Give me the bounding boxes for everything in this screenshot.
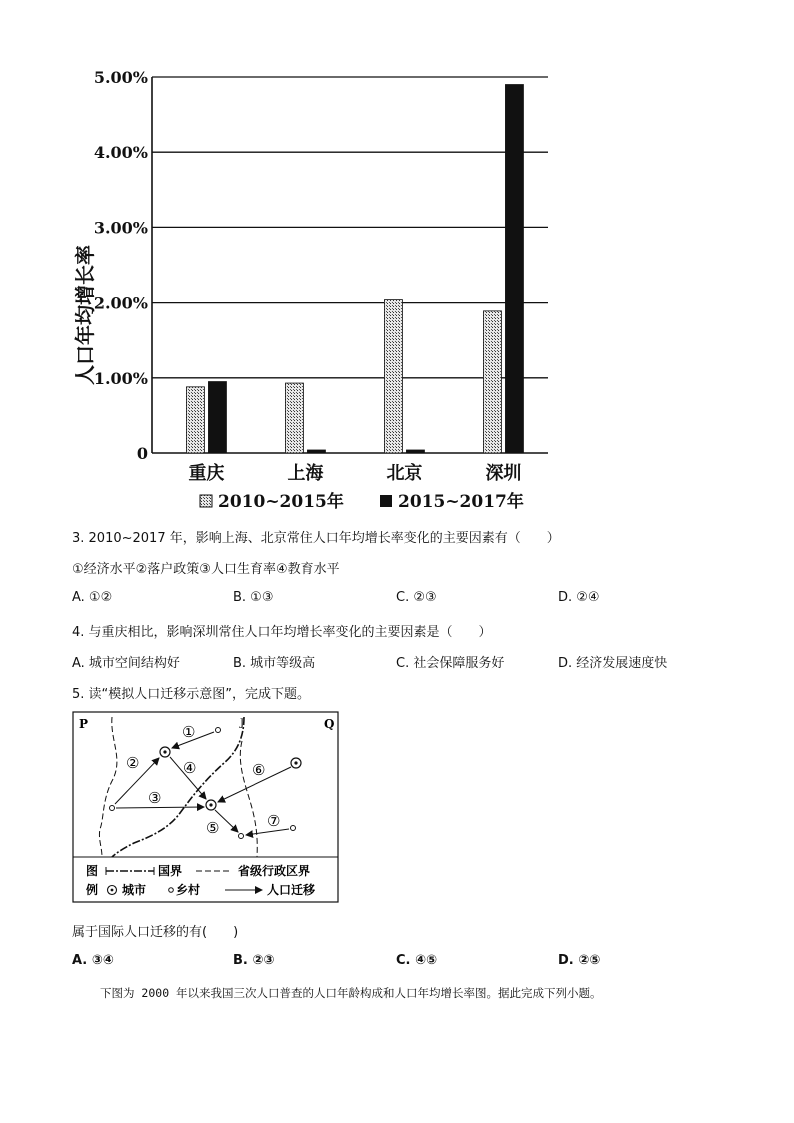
legend-li: 例 bbox=[86, 883, 99, 897]
y-tick-label: 3.00% bbox=[93, 218, 148, 238]
question-5-option-d[interactable]: D. ②⑤ bbox=[558, 953, 601, 968]
x-category-label: 深圳 bbox=[485, 463, 522, 484]
bar-2015-2017-1 bbox=[307, 450, 325, 453]
legend-city-symbol-dot bbox=[111, 889, 114, 892]
village-bottom bbox=[239, 834, 244, 839]
legend-village-label: 乡村 bbox=[176, 883, 201, 897]
question-5-option-b[interactable]: B. ②③ bbox=[233, 953, 275, 968]
x-category-label: 北京 bbox=[386, 463, 423, 484]
question-5-stem: 5. 读“模拟人口迁移示意图”，完成下题。 bbox=[72, 687, 311, 702]
question-5-option-a[interactable]: A. ③④ bbox=[72, 953, 114, 968]
bar-2010-2015-2 bbox=[384, 300, 402, 453]
legend-provincial-border-label: 省级行政区界 bbox=[238, 864, 311, 878]
legend-label-2015-2017: 2015~2017年 bbox=[398, 492, 524, 512]
marker-4: ④ bbox=[183, 759, 197, 777]
question-3-option-d[interactable]: D. ②④ bbox=[558, 590, 600, 605]
legend-city-label: 城市 bbox=[122, 883, 147, 897]
marker-3: ③ bbox=[148, 789, 162, 807]
bar-2010-2015-1 bbox=[285, 383, 303, 453]
x-category-label: 重庆 bbox=[188, 463, 225, 484]
marker-2: ② bbox=[126, 754, 140, 772]
y-tick-label: 5.00% bbox=[93, 68, 148, 87]
y-axis-title: 人口年均增长率 bbox=[73, 245, 97, 385]
y-tick-label: 2.00% bbox=[93, 293, 148, 313]
marker-5: ⑤ bbox=[206, 819, 220, 837]
marker-6: ⑥ bbox=[252, 761, 266, 779]
question-4-option-d[interactable]: D. 经济发展速度快 bbox=[558, 656, 668, 671]
label-j: J bbox=[240, 718, 245, 729]
question-5-option-c[interactable]: C. ④⑤ bbox=[396, 953, 438, 968]
bar-chart bbox=[60, 60, 580, 520]
village-top bbox=[216, 728, 221, 733]
question-3-option-a[interactable]: A. ①② bbox=[72, 590, 113, 605]
legend-swatch-2010-2015 bbox=[200, 495, 212, 507]
y-tick-label: 1.00% bbox=[93, 368, 148, 388]
city-right-dot bbox=[294, 761, 297, 764]
y-tick-label: 4.00% bbox=[93, 143, 148, 163]
marker-7: ⑦ bbox=[267, 812, 281, 830]
corner-label-q: Q bbox=[324, 717, 335, 731]
city-top-dot bbox=[163, 750, 166, 753]
question-3-option-c[interactable]: C. ②③ bbox=[396, 590, 437, 605]
question-4-stem: 4. 与重庆相比，影响深圳常住人口年均增长率变化的主要因素是（ ） bbox=[72, 625, 492, 640]
question-3-option-b[interactable]: B. ①③ bbox=[233, 590, 274, 605]
migration-diagram bbox=[72, 711, 340, 905]
village-left bbox=[110, 806, 115, 811]
marker-1: ① bbox=[182, 723, 196, 741]
bar-2015-2017-2 bbox=[406, 450, 424, 453]
question-3-stem: 3. 2010~2017 年，影响上海、北京常住人口年均增长率变化的主要因素有（ ） bbox=[72, 531, 560, 546]
footer-note: 下图为 2000 年以来我国三次人口普查的人口年龄构成和人口年均增长率图。据此完成下列小题。 bbox=[100, 986, 602, 1000]
question-4-option-c[interactable]: C. 社会保障服务好 bbox=[396, 656, 505, 671]
bar-2015-2017-3 bbox=[505, 85, 523, 453]
question-3-factors: ①经济水平②落户政策③人口生育率④教育水平 bbox=[72, 562, 340, 577]
village-right bbox=[291, 826, 296, 831]
question-4-option-a[interactable]: A. 城市空间结构好 bbox=[72, 656, 180, 671]
x-category-label: 上海 bbox=[287, 463, 324, 484]
legend-label-2010-2015: 2010~2015年 bbox=[218, 492, 344, 512]
legend-national-border-label: 国界 bbox=[158, 864, 183, 878]
bar-2015-2017-0 bbox=[208, 382, 226, 453]
city-center-dot bbox=[209, 803, 212, 806]
legend-migration-label: 人口迁移 bbox=[267, 883, 316, 897]
y-tick-label: 0 bbox=[136, 444, 148, 463]
legend-tu: 图 bbox=[86, 864, 99, 878]
question-5-sub-stem: 属于国际人口迁移的有( ) bbox=[72, 925, 239, 940]
legend-swatch-2015-2017 bbox=[380, 495, 392, 507]
question-4-option-b[interactable]: B. 城市等级高 bbox=[233, 656, 316, 671]
bar-2010-2015-3 bbox=[483, 311, 501, 453]
bar-2010-2015-0 bbox=[186, 387, 204, 453]
corner-label-p: P bbox=[79, 717, 89, 731]
legend-village-symbol bbox=[169, 888, 174, 893]
